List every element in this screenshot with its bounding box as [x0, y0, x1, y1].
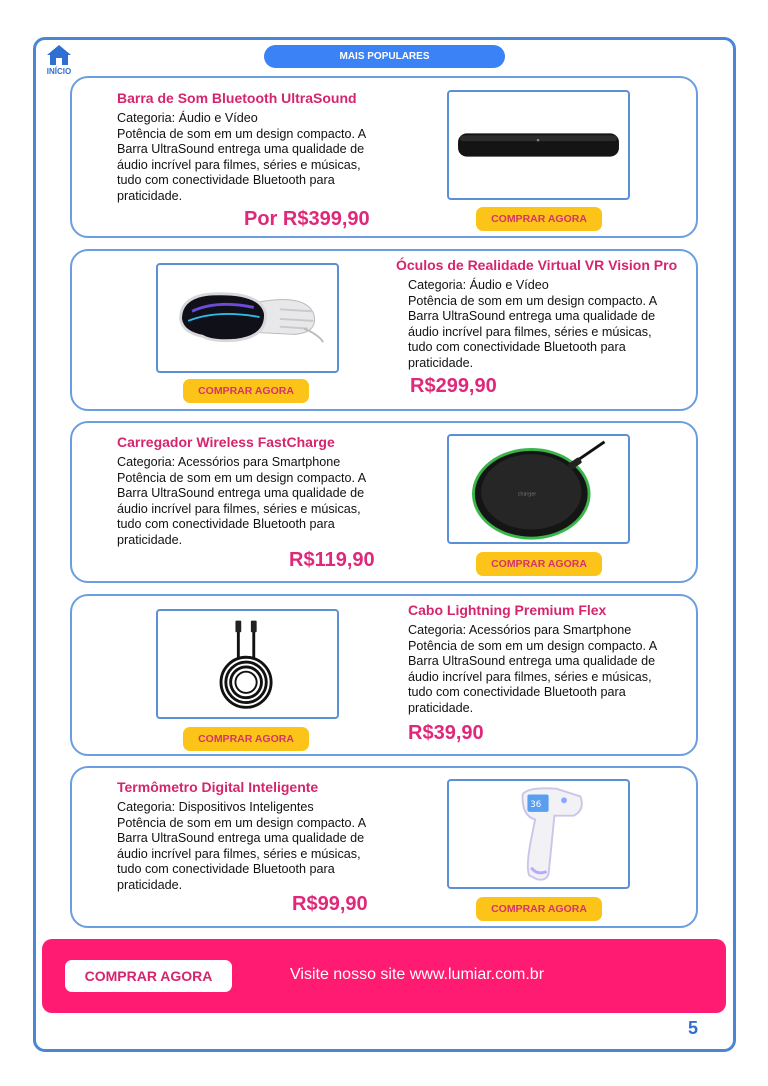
product-category: Categoria: Áudio e Vídeo — [117, 111, 258, 125]
footer-banner — [42, 939, 726, 1013]
product-text — [117, 434, 417, 549]
product-price: Por R$399,90 — [244, 208, 370, 230]
product-title: Cabo Lightning Premium Flex — [408, 602, 607, 618]
buy-now-button[interactable]: COMPRAR AGORA — [476, 897, 602, 921]
product-title: Carregador Wireless FastCharge — [117, 434, 335, 450]
product-text — [396, 257, 696, 372]
product-description: Potência de som em um design compacto. A Barra UltraSound entrega uma qualidade de áudio incrível para filmes, séries e músicas, tudo com conectividade Bluetooth para praticidade. — [408, 638, 657, 715]
product-description: Potência de som em um design compacto. A Barra UltraSound entrega uma qualidade de áudio incrível para filmes, séries e músicas, tudo com conectividade Bluetooth para praticidade. — [408, 293, 657, 370]
soundbar-image — [449, 92, 628, 198]
product-price: R$39,90 — [408, 722, 484, 744]
product-image-soundbar — [447, 90, 630, 200]
product-category: Categoria: Áudio e Vídeo — [408, 278, 549, 292]
product-category: Categoria: Dispositivos Inteligentes — [117, 800, 314, 814]
home-label: INÍCIO — [46, 67, 72, 76]
svg-text:36: 36 — [530, 800, 542, 811]
product-text — [408, 602, 708, 717]
buy-now-button[interactable]: COMPRAR AGORA — [183, 727, 309, 751]
wireless-charger-image — [449, 436, 628, 542]
product-image-wireless-charger — [447, 434, 630, 544]
product-card — [70, 76, 698, 238]
house-icon — [46, 44, 72, 66]
product-category: Categoria: Acessórios para Smartphone — [117, 455, 341, 469]
buy-now-button[interactable]: COMPRAR AGORA — [476, 207, 602, 231]
product-description: Potência de som em um design compacto. A Barra UltraSound entrega uma qualidade de áudio incrível para filmes, séries e músicas, tudo com conectividade Bluetooth para praticidade. — [117, 470, 366, 547]
product-text — [117, 779, 417, 894]
product-price: R$299,90 — [410, 375, 497, 397]
thermometer-image — [449, 781, 628, 887]
product-price: R$99,90 — [292, 893, 368, 915]
product-title: Barra de Som Bluetooth UltraSound — [117, 90, 357, 106]
product-category: Categoria: Acessórios para Smartphone — [408, 623, 632, 637]
home-link[interactable] — [42, 44, 76, 76]
buy-now-button[interactable]: COMPRAR AGORA — [476, 552, 602, 576]
product-card — [70, 766, 698, 928]
product-title: Óculos de Realidade Virtual VR Vision Pro — [396, 257, 678, 273]
product-description: Potência de som em um design compacto. A Barra UltraSound entrega uma qualidade de áudio incrível para filmes, séries e músicas, tudo com conectividade Bluetooth para praticidade. — [117, 815, 366, 892]
product-description: Potência de som em um design compacto. A Barra UltraSound entrega uma qualidade de áudio incrível para filmes, séries e músicas, tudo com conectividade Bluetooth para praticidade. — [117, 126, 366, 203]
product-price: R$119,90 — [289, 549, 375, 571]
page-number: 5 — [688, 1018, 699, 1038]
cable-image — [158, 611, 337, 717]
svg-text:charger: charger — [517, 492, 537, 498]
product-card — [70, 249, 698, 411]
product-text — [117, 90, 417, 205]
product-image-vr-headset — [156, 263, 339, 373]
footer-site-link[interactable]: Visite nosso site www.lumiar.com.br — [290, 966, 545, 983]
footer-buy-now-button[interactable]: COMPRAR AGORA — [65, 960, 232, 992]
product-image-thermometer — [447, 779, 630, 889]
product-image-cable — [156, 609, 339, 719]
product-card — [70, 594, 698, 756]
product-card — [70, 421, 698, 583]
buy-now-button[interactable]: COMPRAR AGORA — [183, 379, 309, 403]
vr-headset-image — [158, 265, 337, 371]
product-title: Termômetro Digital Inteligente — [117, 779, 319, 795]
section-title: MAIS POPULARES — [264, 45, 505, 68]
